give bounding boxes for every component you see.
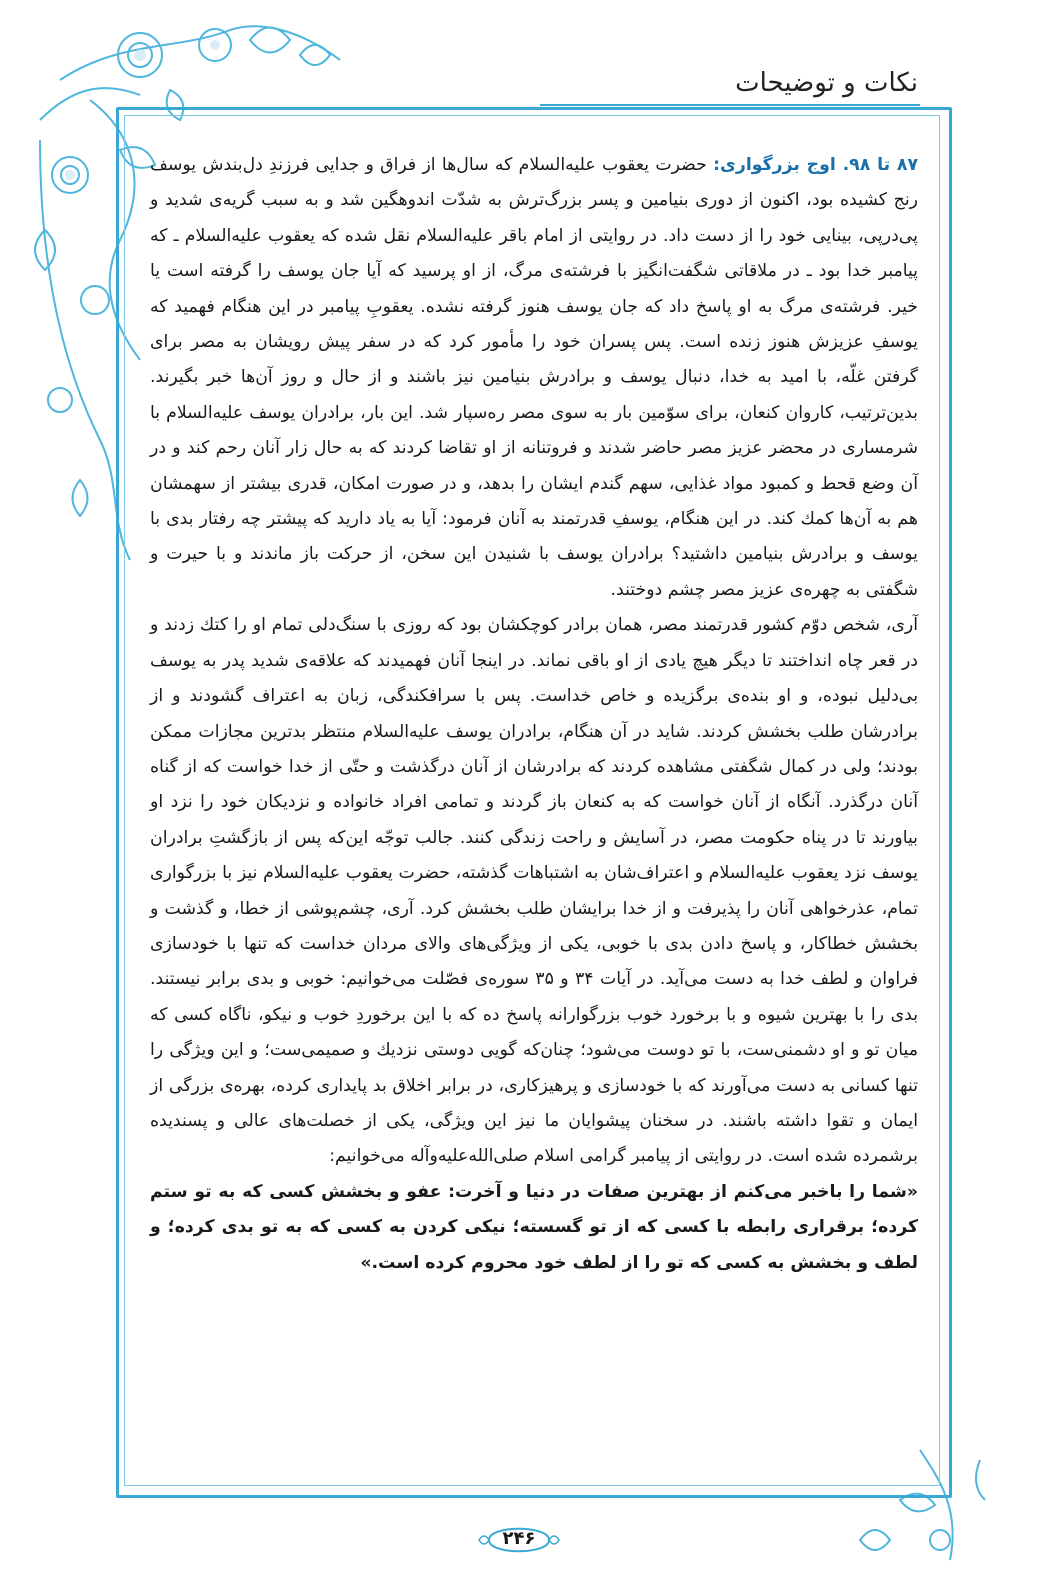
header-divider — [540, 104, 920, 106]
page-number-badge — [469, 1510, 569, 1570]
verse-heading: ۸۷ تا ۹۸. اوج بزرگواری: — [713, 155, 918, 175]
paragraph-1-text: حضرت یعقوب علیه‌السلام که سال‌ها از فراق و جدایی فرزندِ دل‌بندش یوسف رنج کشیده بود، اکنون از دوری بنیامین و پسر بزرگ‌ترش به شدّت اندوهگین شد و به سبب گریه‌ی شدید و پی‌درپی، بینایی خود را از دست داد. در روایتی از امام باقر علیه‌السلام نقل شده که یعقوب علیه‌السلام ـ که پیامبر خدا بود ـ در ملاقاتی شگفت‌انگیز با فرشته‌ی مرگ، از او پرسید که آیا جان یوسف را گرفته است یا خیر. فرشته‌ی مرگ به او پاسخ داد که جان یوسف هنوز گرفته نشده. یعقوبِ پیامبر در این هنگام فهمید که یوسفِ عزیزش هنوز زنده است. پس پسران خود را مأمور کرد که در سفر پیش رویشان به مصر برای گرفتن غلّه، با امید به خدا، دنبال یوسف و برادرش بنیامین نیز باشند و از حال و روز آن‌ها خبر بگیرند. بدین‌ترتیب، کاروان کنعان، برای سوّمین بار به سوی مصر ره‌سپار شد. این بار، برادران یوسف علیه‌السلام با شرمساری در محضر عزیز مصر حاضر شدند و فروتنانه از او تقاضا کردند که به حال زار آنان رحم کند و در آن وضع قحط و کمبود مواد غذایی، سهم گندم ایشان را بدهد، و در صورت امکان، قدری بیشتر از سهمشان هم به آن‌ها کمك کند. در این هنگام، یوسفِ قدرتمند به آنان فرمود: آیا به یاد دارید که پیشتر چه رفتار بدی با یوسف و برادرش بنیامین داشتید؟ برادران یوسف با شنیدن این سخن، از حرکت باز ماندند و با حیرت و شگفتی به چهره‌ی عزیز مصر چشم دوختند. — [150, 155, 918, 600]
hadith-quote: «شما را باخبر می‌کنم از بهترین صفات در دنیا و آخرت: عفو و بخشش کسی که به تو ستم کرده؛ برقراری رابطه با کسی که از تو گسسته؛ نیکی کردن به کسی که به تو بدی کرده؛ و لطف و بخشش به کسی که تو را از لطف خود محروم کرده است.» — [150, 1181, 918, 1273]
body-text — [150, 148, 918, 1478]
paragraph-1 — [150, 148, 918, 608]
paragraph-2: آری، شخص دوّم کشور قدرتمند مصر، همان برادر کوچکشان بود که روزی با سنگ‌دلی تمام او را کتك زدند و در قعر چاه انداختند تا دیگر هیچ یادی از او باقی نماند. در اینجا آنان فهمیدند که علاقه‌ی شدید پدر به یوسف بی‌دلیل نبوده، و او بنده‌ی برگزیده و خاص خداست. پس با سرافکندگی، زبان به اعتراف گشودند و از برادرشان طلب بخشش کردند. شاید در آن هنگام، برادران یوسف علیه‌السلام منتظر بدترین مجازات ممکن بودند؛ ولی در کمال شگفتی مشاهده کردند که برادرشان از آنان درگذشت و حتّی از خدا خواست که از گناه آنان درگذرد. آنگاه از آنان خواست که به کنعان باز گردند و تمامی افراد خانواده و نزدیکان خود را نزد او بیاورند تا در پناه حکومت مصر، در آسایش و راحت زندگی کنند. جالب توجّه این‌که پس از بازگشتِ برادران یوسف نزد یعقوب علیه‌السلام و اعتراف‌شان به اشتباهات گذشته، حضرت یعقوب علیه‌السلام نیز با بزرگواری تمام، عذرخواهی آنان را پذیرفت و از خدا برایشان طلب بخشش کرد. آری، چشم‌پوشی از خطا، و گذشت و بخشش خطاکار، و پاسخ دادن بدی با خوبی، یکی از ویژگی‌های والای مردان خداست که تنها با خودسازی فراوان و لطف خدا به دست می‌آید. در آیات ۳۴ و ۳۵ سوره‌ی فصّلت می‌خوانیم: خوبی و بدی برابر نیستند. بدی را با بهترین شیوه و با برخورد خوب بزرگوارانه پاسخ ده که با این برخوردِ خوب و نیکو، ناگاه کسی که میان تو و او دشمنی‌ست، با تو دوست می‌شود؛ چنان‌که گویی دوستی نزدیك و صمیمی‌ست؛ و این ویژگی را تنها کسانی به دست می‌آورند که با خودسازی و پرهیزکاری، در برابر اخلاق بد پایداری کرده، بهره‌ی بزرگی از ایمان و تقوا داشته باشند. در سخنان پیشوایان ما نیز این ویژگی، یکی از خصلت‌های عالی و پسندیده برشمرده شده است. در روایتی از پیامبر گرامی اسلام صلی‌الله‌علیه‌وآله می‌خوانیم: — [150, 615, 918, 1167]
page-number: ۲۴۶ — [502, 1528, 536, 1549]
section-title: نکات و توضیحات — [735, 68, 918, 98]
